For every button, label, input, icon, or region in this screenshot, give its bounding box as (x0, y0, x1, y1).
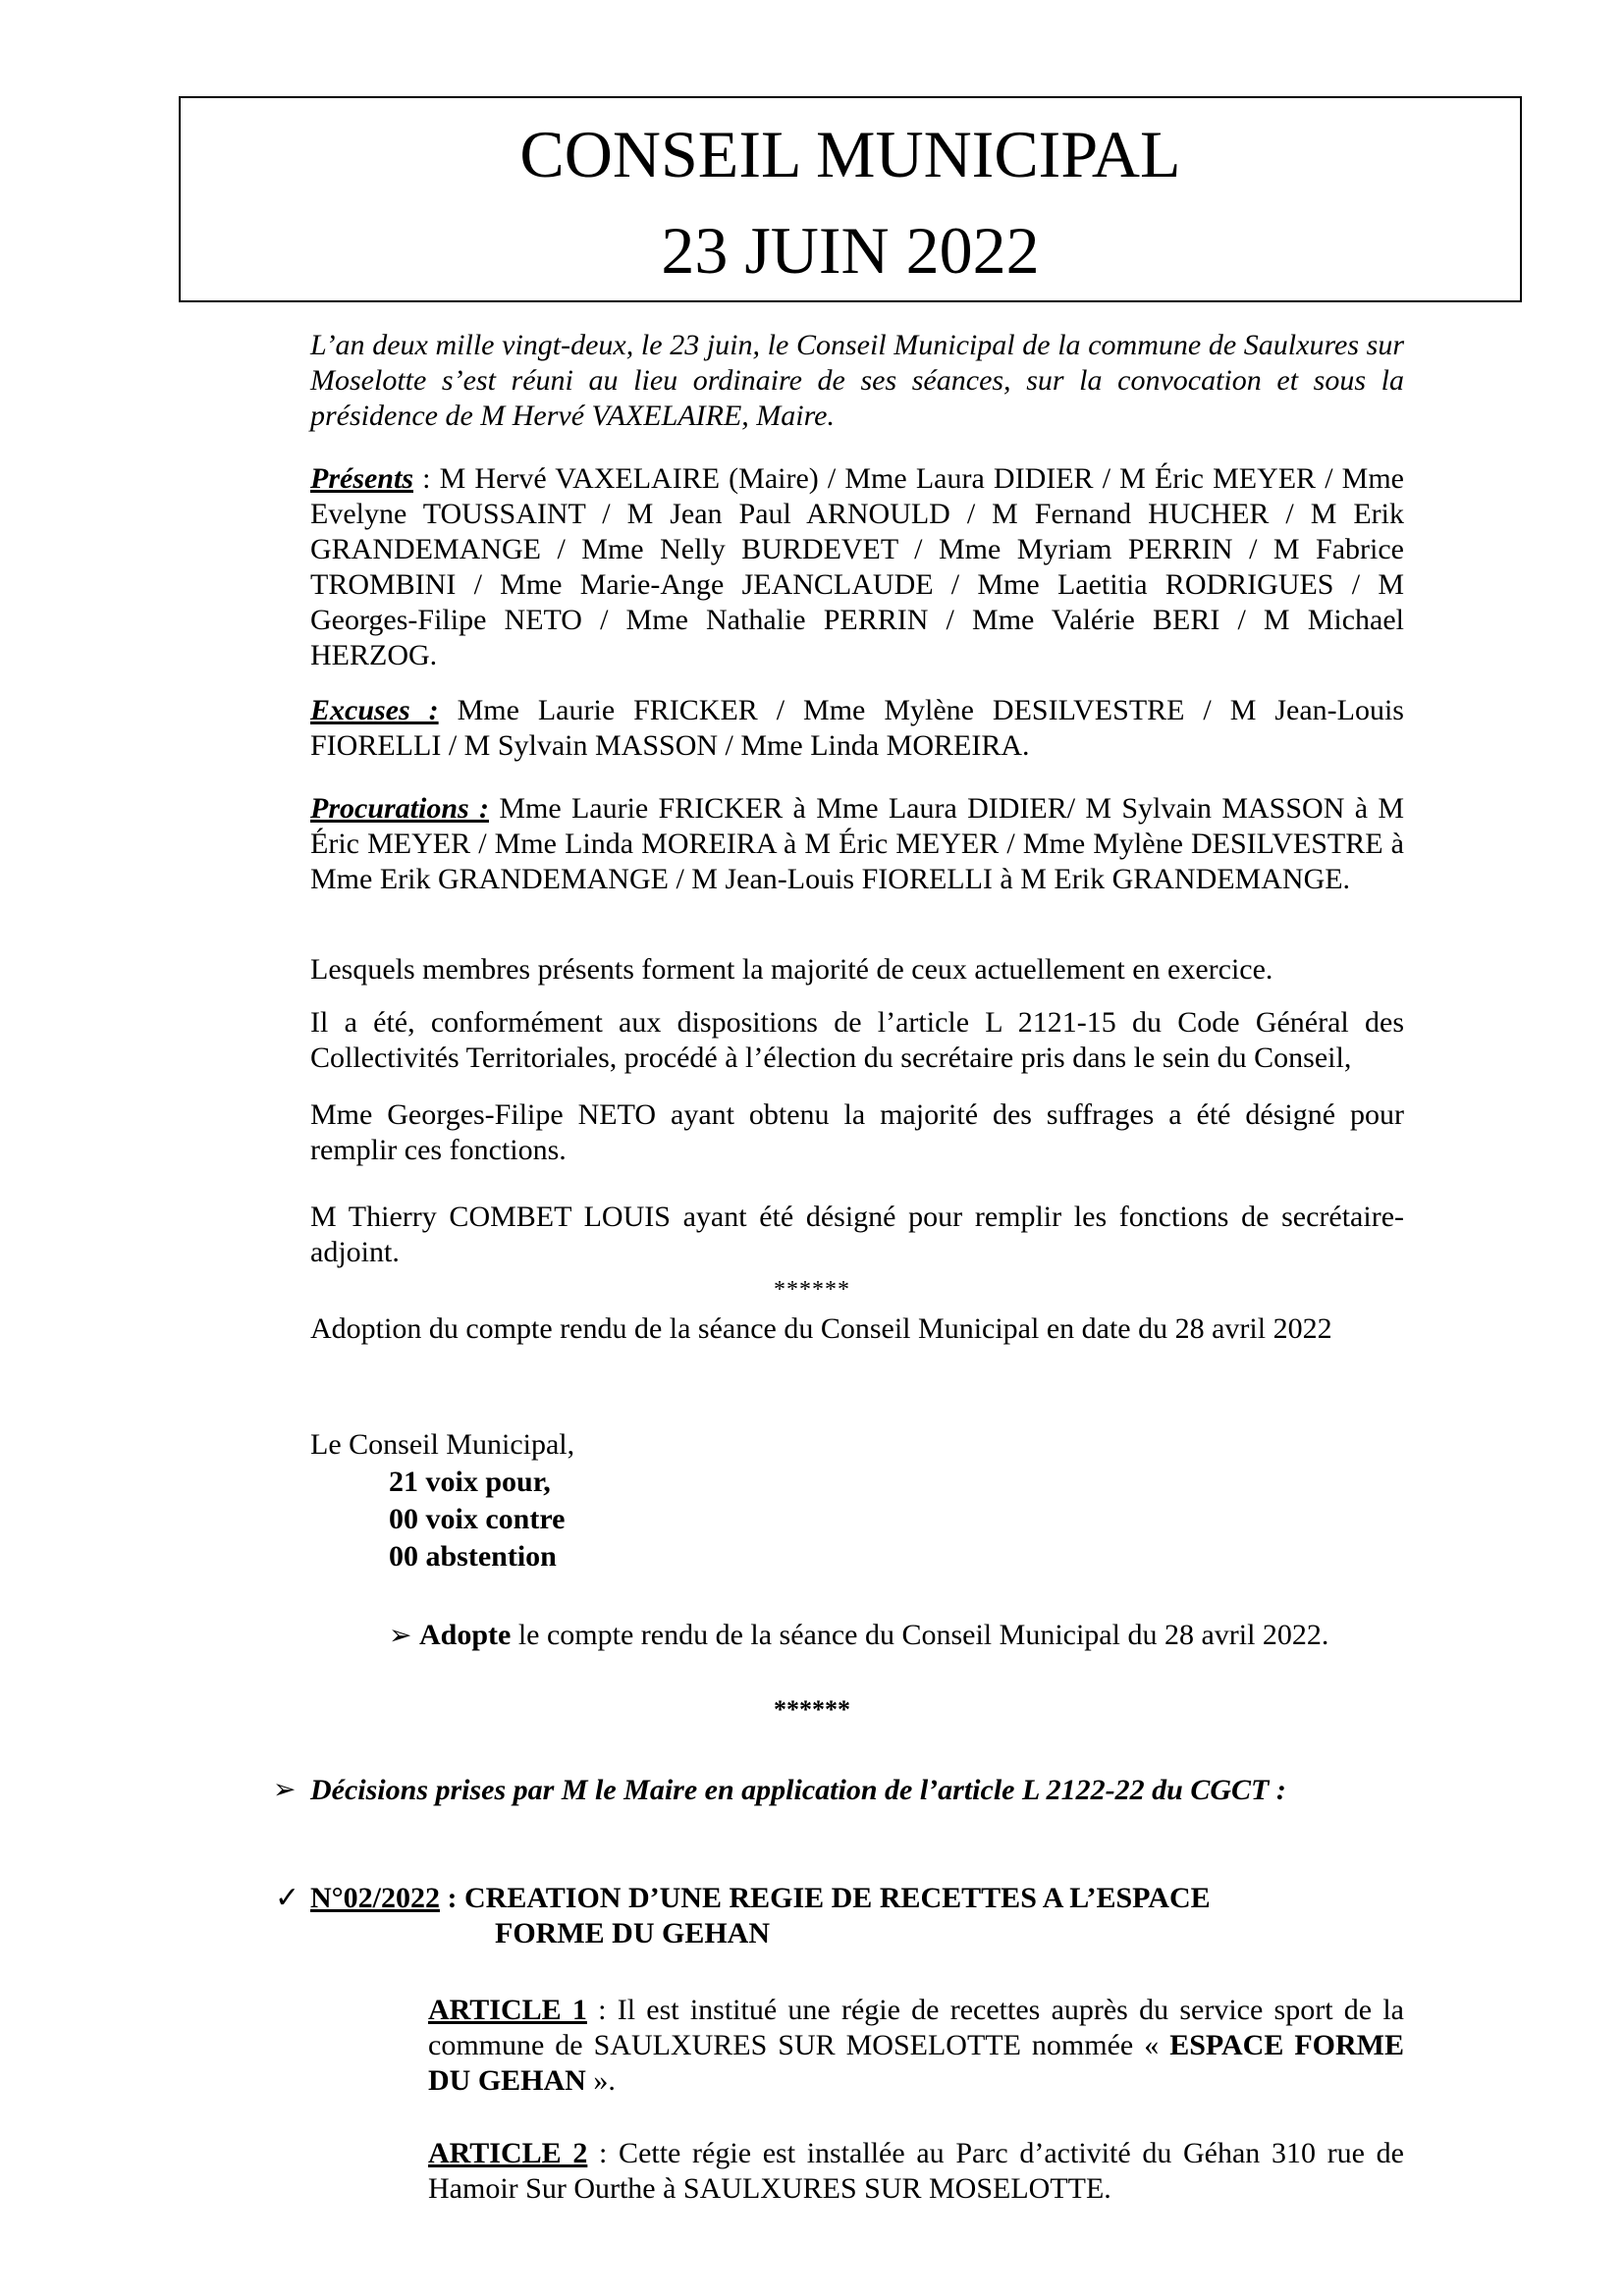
article-1 (428, 1993, 1404, 2099)
procurations-list: Mme Laurie FRICKER à Mme Laura DIDIER/ M Sylvain MASSON à M Éric MEYER / Mme Linda MOREIRA à M Éric MEYER / Mme Mylène DESILVESTRE à Mme Erik GRANDEMANGE / M Jean-Louis FIORELLI à M Erik GRANDEMANGE. (310, 792, 1404, 895)
title-box (179, 96, 1522, 302)
intro-paragraph: L’an deux mille vingt-deux, le 23 juin, le Conseil Municipal de la commune de Saulxures sur Moselotte s’est réuni au lieu ordinaire de ses séances, sur la convocation et sous la présidence de M Hervé VAXELAIRE, Maire. (310, 329, 1404, 432)
article-1-label: ARTICLE 1 (428, 1994, 587, 2026)
conseil-label: Le Conseil Municipal, (310, 1428, 575, 1461)
excuses-list: Mme Laurie FRICKER / Mme Mylène DESILVESTRE / M Jean-Louis FIORELLI / M Sylvain MASSON / Mme Linda MOREIRA. (310, 694, 1404, 762)
adoption-paragraph: Adoption du compte rendu de la séance du Conseil Municipal en date du 28 avril 2022 (310, 1312, 1332, 1345)
procurations-label: Procurations : (310, 792, 490, 825)
document-title: CONSEIL MUNICIPAL (519, 117, 1181, 191)
decision-title-line1: : CREATION D’UNE REGIE DE RECETTES A L’ESPACE (440, 1882, 1211, 1914)
separator: ****** (774, 1277, 850, 1303)
election-paragraph: Il a été, conformément aux dispositions de l’article L 2121-15 du Code Général des Collectivités Territoriales, procédé à l’élection du secrétaire pris dans le sein du Conseil, (310, 1006, 1404, 1074)
presents-label: Présents (310, 462, 413, 495)
article-1-end: ». (585, 2064, 616, 2097)
article-2 (428, 2136, 1404, 2207)
excuses-paragraph (310, 693, 1404, 764)
votes-pour: 21 voix pour, (389, 1466, 551, 1498)
adopte-paragraph (310, 1618, 1404, 1654)
votes-abstention: 00 abstention (389, 1540, 557, 1573)
secretaire-adjoint-paragraph: M Thierry COMBET LOUIS ayant été désigné pour remplir les fonctions de secrétaire-adjoint. (310, 1201, 1404, 1268)
votes-contre: 00 voix contre (389, 1503, 566, 1535)
presents-paragraph (310, 461, 1404, 673)
article-2-label: ARTICLE 2 (428, 2137, 588, 2169)
votes-block (389, 1465, 565, 1576)
decisions-heading: Décisions prises par M le Maire en application de l’article L 2122-22 du CGCT : (310, 1774, 1286, 1806)
check-icon: ✓ (275, 1882, 300, 1914)
document-date: 23 JUIN 2022 (661, 213, 1040, 288)
secretaire-paragraph: Mme Georges-Filipe NETO ayant obtenu la majorité des suffrages a été désigné pour remplir ces fonctions. (310, 1098, 1404, 1166)
decision-title-line2: FORME DU GEHAN (495, 1917, 770, 1949)
decision-title (310, 1881, 1404, 1951)
separator: ****** (774, 1695, 850, 1724)
excuses-label: Excuses : (310, 694, 439, 726)
lesquels-paragraph: Lesquels membres présents forment la majorité de ceux actuellement en exercice. (310, 953, 1273, 986)
article-1-text: : Il est institué une régie de recettes auprès du service sport de la commune de SAULXURES SUR MOSELOTTE nommée « (428, 1994, 1404, 2061)
article-2-text: : Cette régie est installée au Parc d’activité du Géhan 310 rue de Hamoir Sur Ourthe à SAULXURES SUR MOSELOTTE. (428, 2137, 1404, 2205)
adopte-bold: Adopte (418, 1619, 512, 1651)
procurations-paragraph (310, 791, 1404, 897)
arrow-icon: ➢ (273, 1775, 297, 1805)
article-1-bold: ESPACE FORME DU GEHAN (428, 2029, 1404, 2097)
presents-list: : M Hervé VAXELAIRE (Maire) / Mme Laura DIDIER / M Éric MEYER / Mme Evelyne TOUSSAINT / M Jean Paul ARNOULD / M Fernand HUCHER / M Erik GRANDEMANGE / Mme Nelly BURDEVET / Mme Myriam PERRIN / M Fabrice TROMBINI / Mme Marie-Ange JEANCLAUDE / Mme Laetitia RODRIGUES / M Georges-Filipe NETO / Mme Nathalie PERRIN / Mme Valérie BERI / M Michael HERZOG. (310, 462, 1404, 671)
adopte-text: le compte rendu de la séance du Conseil Municipal du 28 avril 2022. (511, 1619, 1329, 1651)
arrow-icon: ➢ (389, 1621, 412, 1651)
decision-ref: N°02/2022 (310, 1882, 440, 1914)
